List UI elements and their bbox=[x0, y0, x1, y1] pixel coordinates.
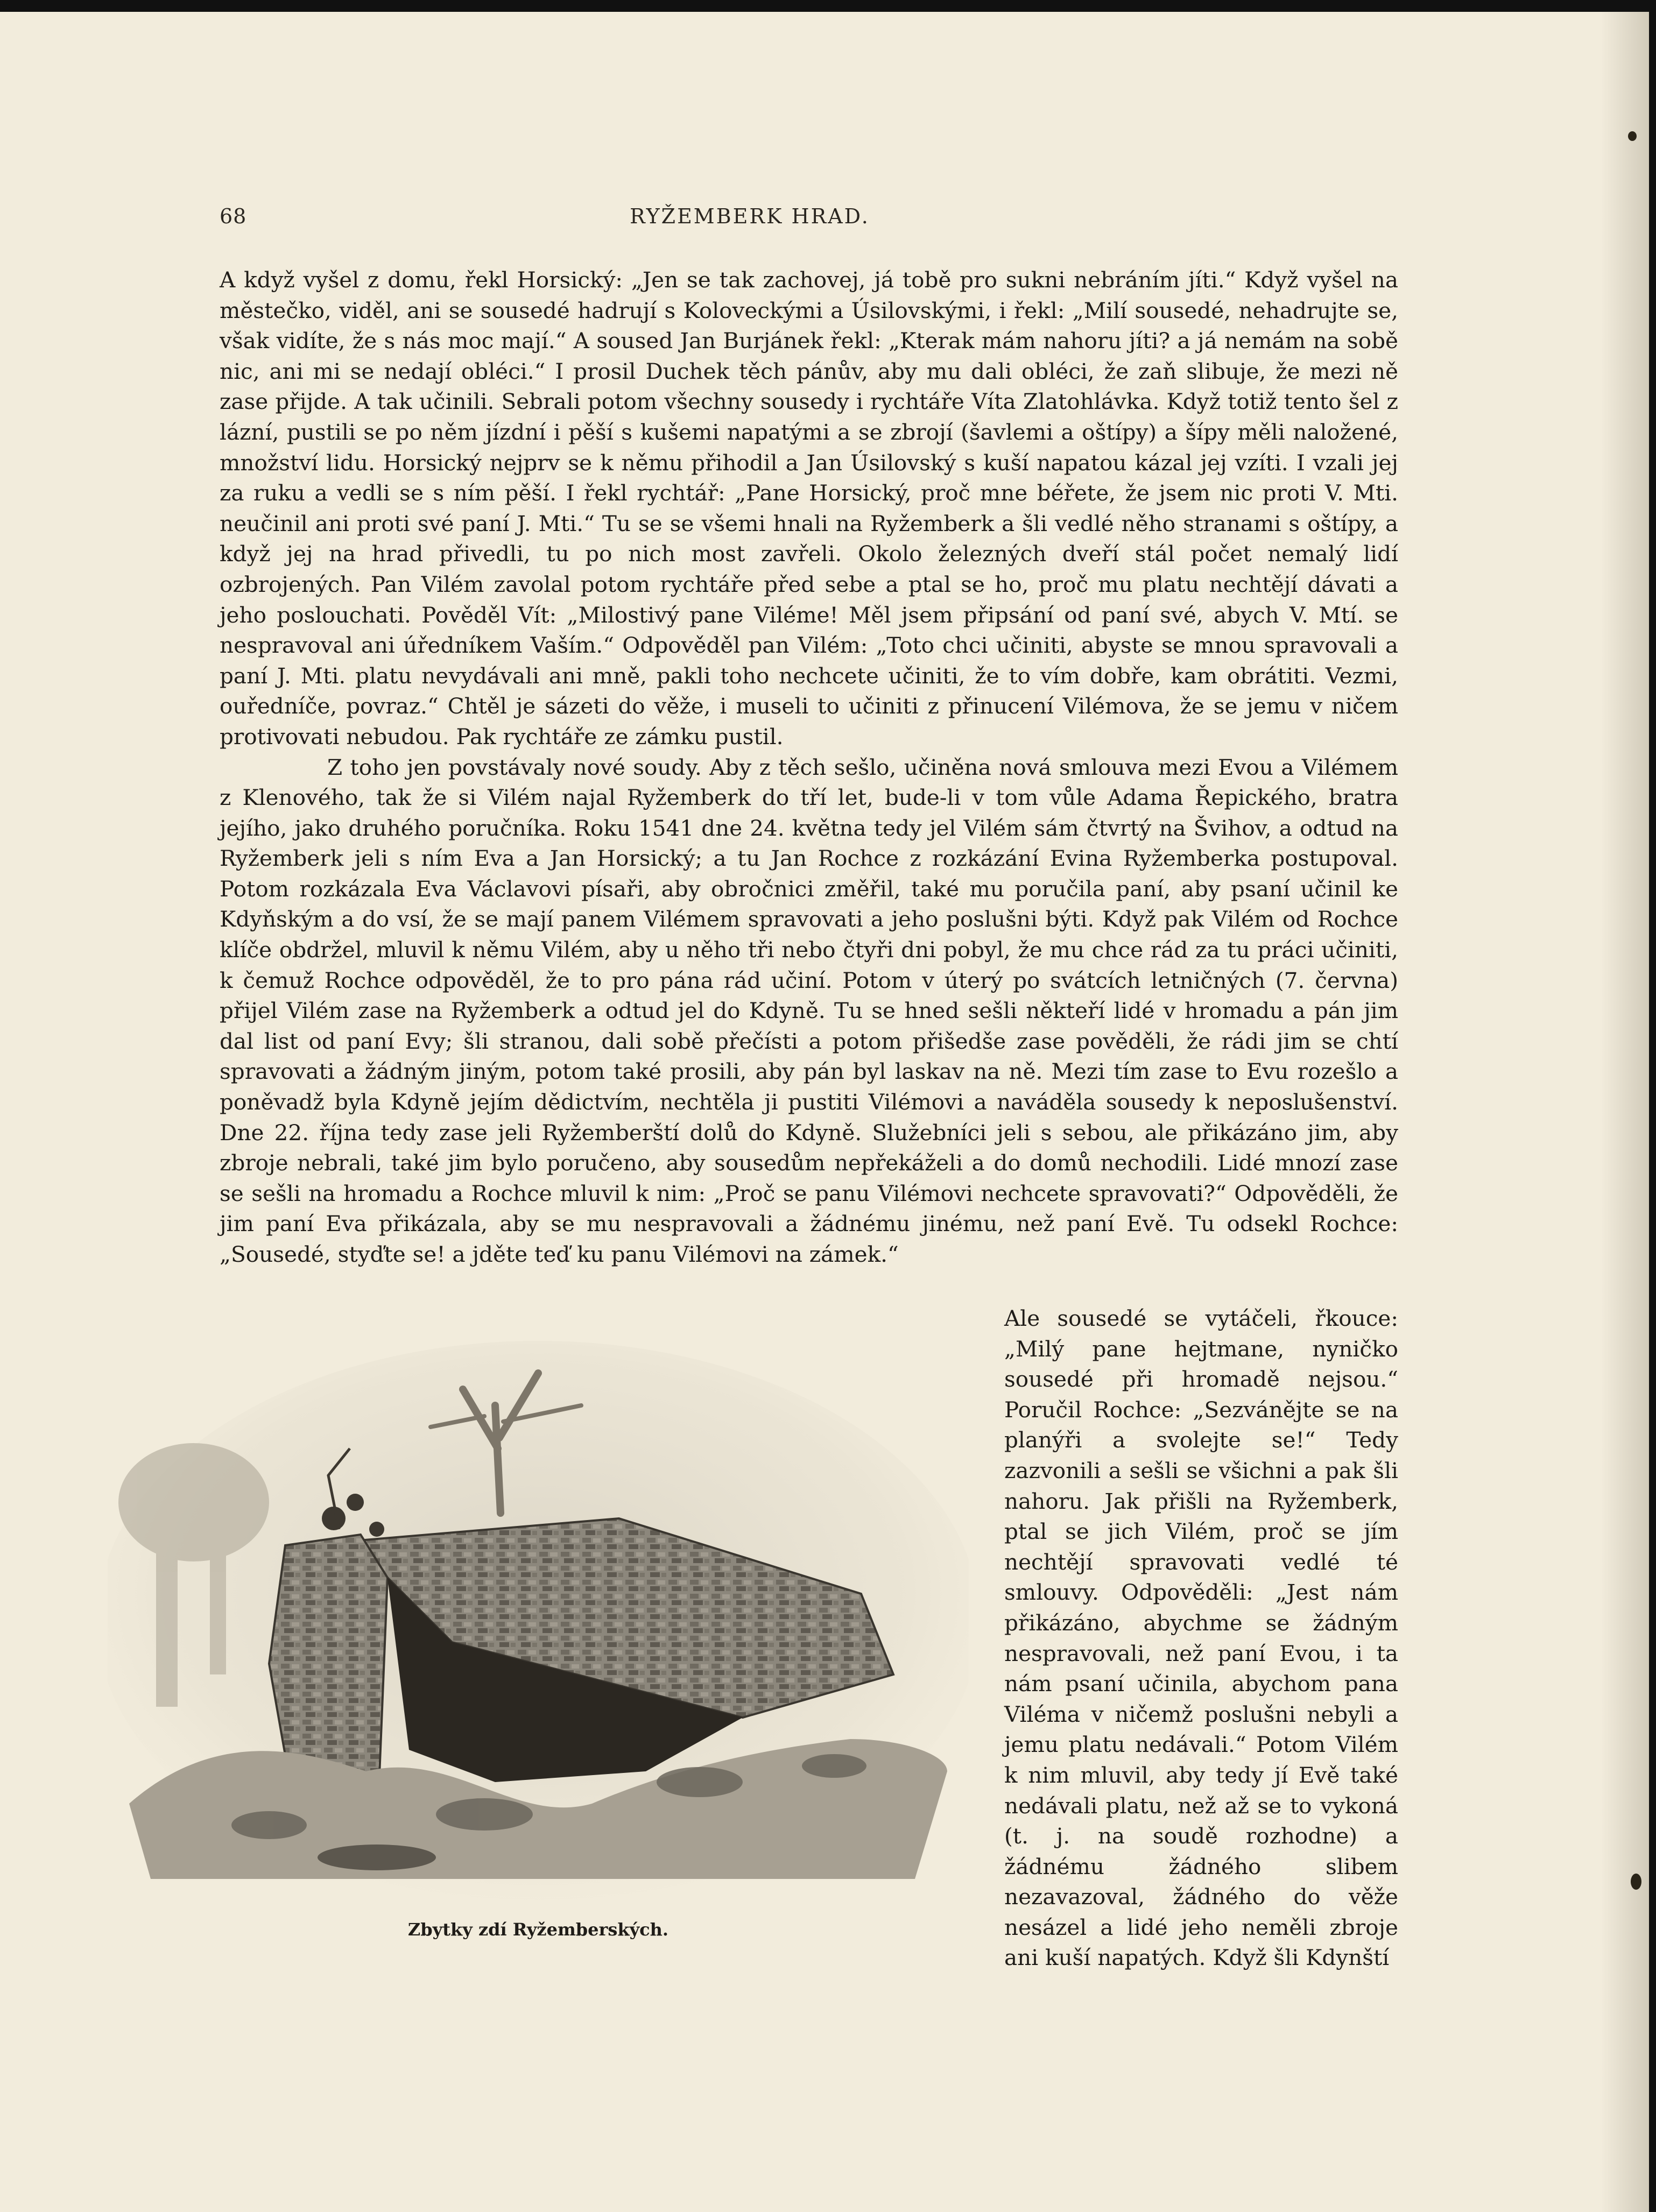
ruined-wall-illustration bbox=[108, 1341, 969, 1900]
page-edge-shadow bbox=[1601, 12, 1649, 2212]
paragraph-3: Ale sousedé se vytáčeli, řkouce: „Milý pane hejtmane, nyničko sousedé při hromadě nejsou.“ Poručil Rochce: „Sezváněјte se na planýři a svolejte se!“ Tedy zazvonili a sešli se všichni a pak šli nahoru. Jak přišli na Ryžemberk, ptal se jich Vilém, proč se jím nechtějí spravovati vedlé té smlouvy. Odpověděli: „Jest nám přikázáno, abychme se žádným nespravovali, než paní Evou, i ta nám psaní učinila, abychom pana Viléma v ničemž poslušni nebyli a jemu platu nedávali.“ Potom Vilém k nim mluvil, aby tedy jí Evě také nedávali platu, než až se to vykoná (t. j. na soudě rozhodne) a žádnému žádného slibem nezavazoval, žádného do věže nesázel a lidé jeho neměli zbroje ani kuší napatých. Když šli Kdynští bbox=[1004, 1305, 1398, 1971]
main-text-block bbox=[220, 265, 1398, 1270]
paragraph-2: Z toho jen povstávaly nové soudy. Aby z těch sešlo, učiněna nová smlouva mezi Evou a Vilémem z Klenového, tak že si Vilém najal Ryžemberk do tří let, bude-li v tom vůle Adama Řepického, bratra jejího, jako druhého poručníka. Roku 1541 dne 24. května tedy jel Vilém sám čtvrtý na Švihov, a odtud na Ryžemberk jeli s ním Eva a Jan Horsický; a tu Jan Rochce z rozkázání Evina Ryžemberka postupoval. Potom rozkázala Eva Václavovi písaři, aby obročnici změřil, také mu poručila paní, aby psaní učinil ke Kdyňským a do vsí, že se mají panem Vilémem spravovati a jeho poslušni býti. Když pak Vilém od Rochce klíče obdržel, mluvil k němu Vilém, aby u něho tři nebo čtyři dni pobyl, že mu chce rád za tu práci učiniti, k čemuž Rochce odpověděl, že to pro pána rád učiní. Potom v úterý po svátcích letničných (7. června) přijel Vilém zase na Ryžemberk a odtud jel do Kdyně. Tu se hned sešli někteří lidé v hromadu a pán jim dal list od paní Evy; šli stranou, dali sobě přečísti a potom přišedše zase pověděli, že rádi jim se chtí spravovati a žádným jiným, potom také prosili, aby pán byl laskav na ně. Mezi tím zase to Evu rozešlo a poněvadž byla Kdyně jejím dědictvím, nechtěla ji pustiti Vilémovi a naváděla sousedy k neposlušenství. Dne 22. října tedy zase jeli Ryžemberští dolů do Kdyně. Služebníci jeli s sebou, ale přikázáno jim, aby zbroje nebrali, také jim bylo poručeno, aby sousedům nepřekáželi a do domů nechodili. Lidé mnozí zase se sešli na hromadu a Rochce mluvil k nim: „Proč se panu Vilémovi nechcete spravovati?“ Odpověděli, že jim paní Eva přikázala, aby se mu nespravovali a žádnému jinému, než paní Evě. Tu odsekl Rochce: „Sousedé, styďte se! a jděte teď ku panu Vilémovi na zámek.“ bbox=[220, 754, 1398, 1267]
side-text-column bbox=[1004, 1303, 1398, 1973]
chapter-title: RYŽEMBERK HRAD. bbox=[630, 204, 870, 228]
paragraph-1: A když vyšel z domu, řekl Horsický: „Jen se tak zachovej, já tobě pro sukni nebráním jíti.“ Když vyšel na městečko, viděl, ani se sousedé hadrují s Koloveckými a Úsilovskými, i řekl: „Milí sousedé, nehadrujte se, však vidíte, že s nás moc mají.“ A soused Jan Burjánek řekl: „Kterak mám nahoru jíti? a já nemám na sobě nic, ani mi se nedají obléci.“ I prosil Duchek těch pánův, aby mu dali obléci, že zaň slibuje, že mezi ně zase přijde. A tak učinili. Sebrali potom všechny sousedy i rychtáře Víta Zlatohlávka. Když totiž tento šel z lázní, pustili se po něm jízdní i pěší s kušemi napatými a se zbrojí (šavlemi a oštípy) a šípy měli naložené, množství lidu. Horsický nejprv se k němu přihodil a Jan Úsilovský s kuší napatou kázal jej vzíti. I vzali jej za ruku a vedli se s ním pěší. I řekl rychtář: „Pane Horsický, proč mne béřete, že jsem nic proti V. Mti. neučinil ani proti své paní J. Mti.“ Tu se se všemi hnali na Ryžemberk a šli vedlé něho stranami s oštípy, a když jej na hrad přivedli, tu po nich most zavřeli. Okolo železných dveří stál počet nemalý lidí ozbrojených. Pan Vilém zavolal potom rychtáře před sebe a ptal se ho, proč mu platu nechtějí dávati a jeho poslouchati. Pověděl Vít: „Milostivý pane Viléme! Měl jsem připsání od paní své, abych V. Mtí. se nespravoval ani úředníkem Vaším.“ Odpověděl pan Vilém: „Toto chci učiniti, abyste se mnou spravovali a paní J. Mti. platu nevydávali ani mně, pakli toho nechcete učiniti, že to vím dobře, kam obrátiti. Vezmi, ouředníče, povraz.“ Chtěl je sázeti do věže, i museli to učiniti z přinucení Vilémova, že se jemu v ničem protivovati nebudou. Pak rychtáře ze zámku pustil. bbox=[220, 267, 1398, 750]
page-mark-dot bbox=[1628, 131, 1637, 141]
page-number: 68 bbox=[220, 204, 247, 228]
page-mark-dot bbox=[1631, 1874, 1641, 1890]
illustration-caption: Zbytky zdí Ryžemberských. bbox=[407, 1919, 669, 1940]
running-head bbox=[220, 200, 1280, 238]
book-page bbox=[0, 12, 1649, 2212]
